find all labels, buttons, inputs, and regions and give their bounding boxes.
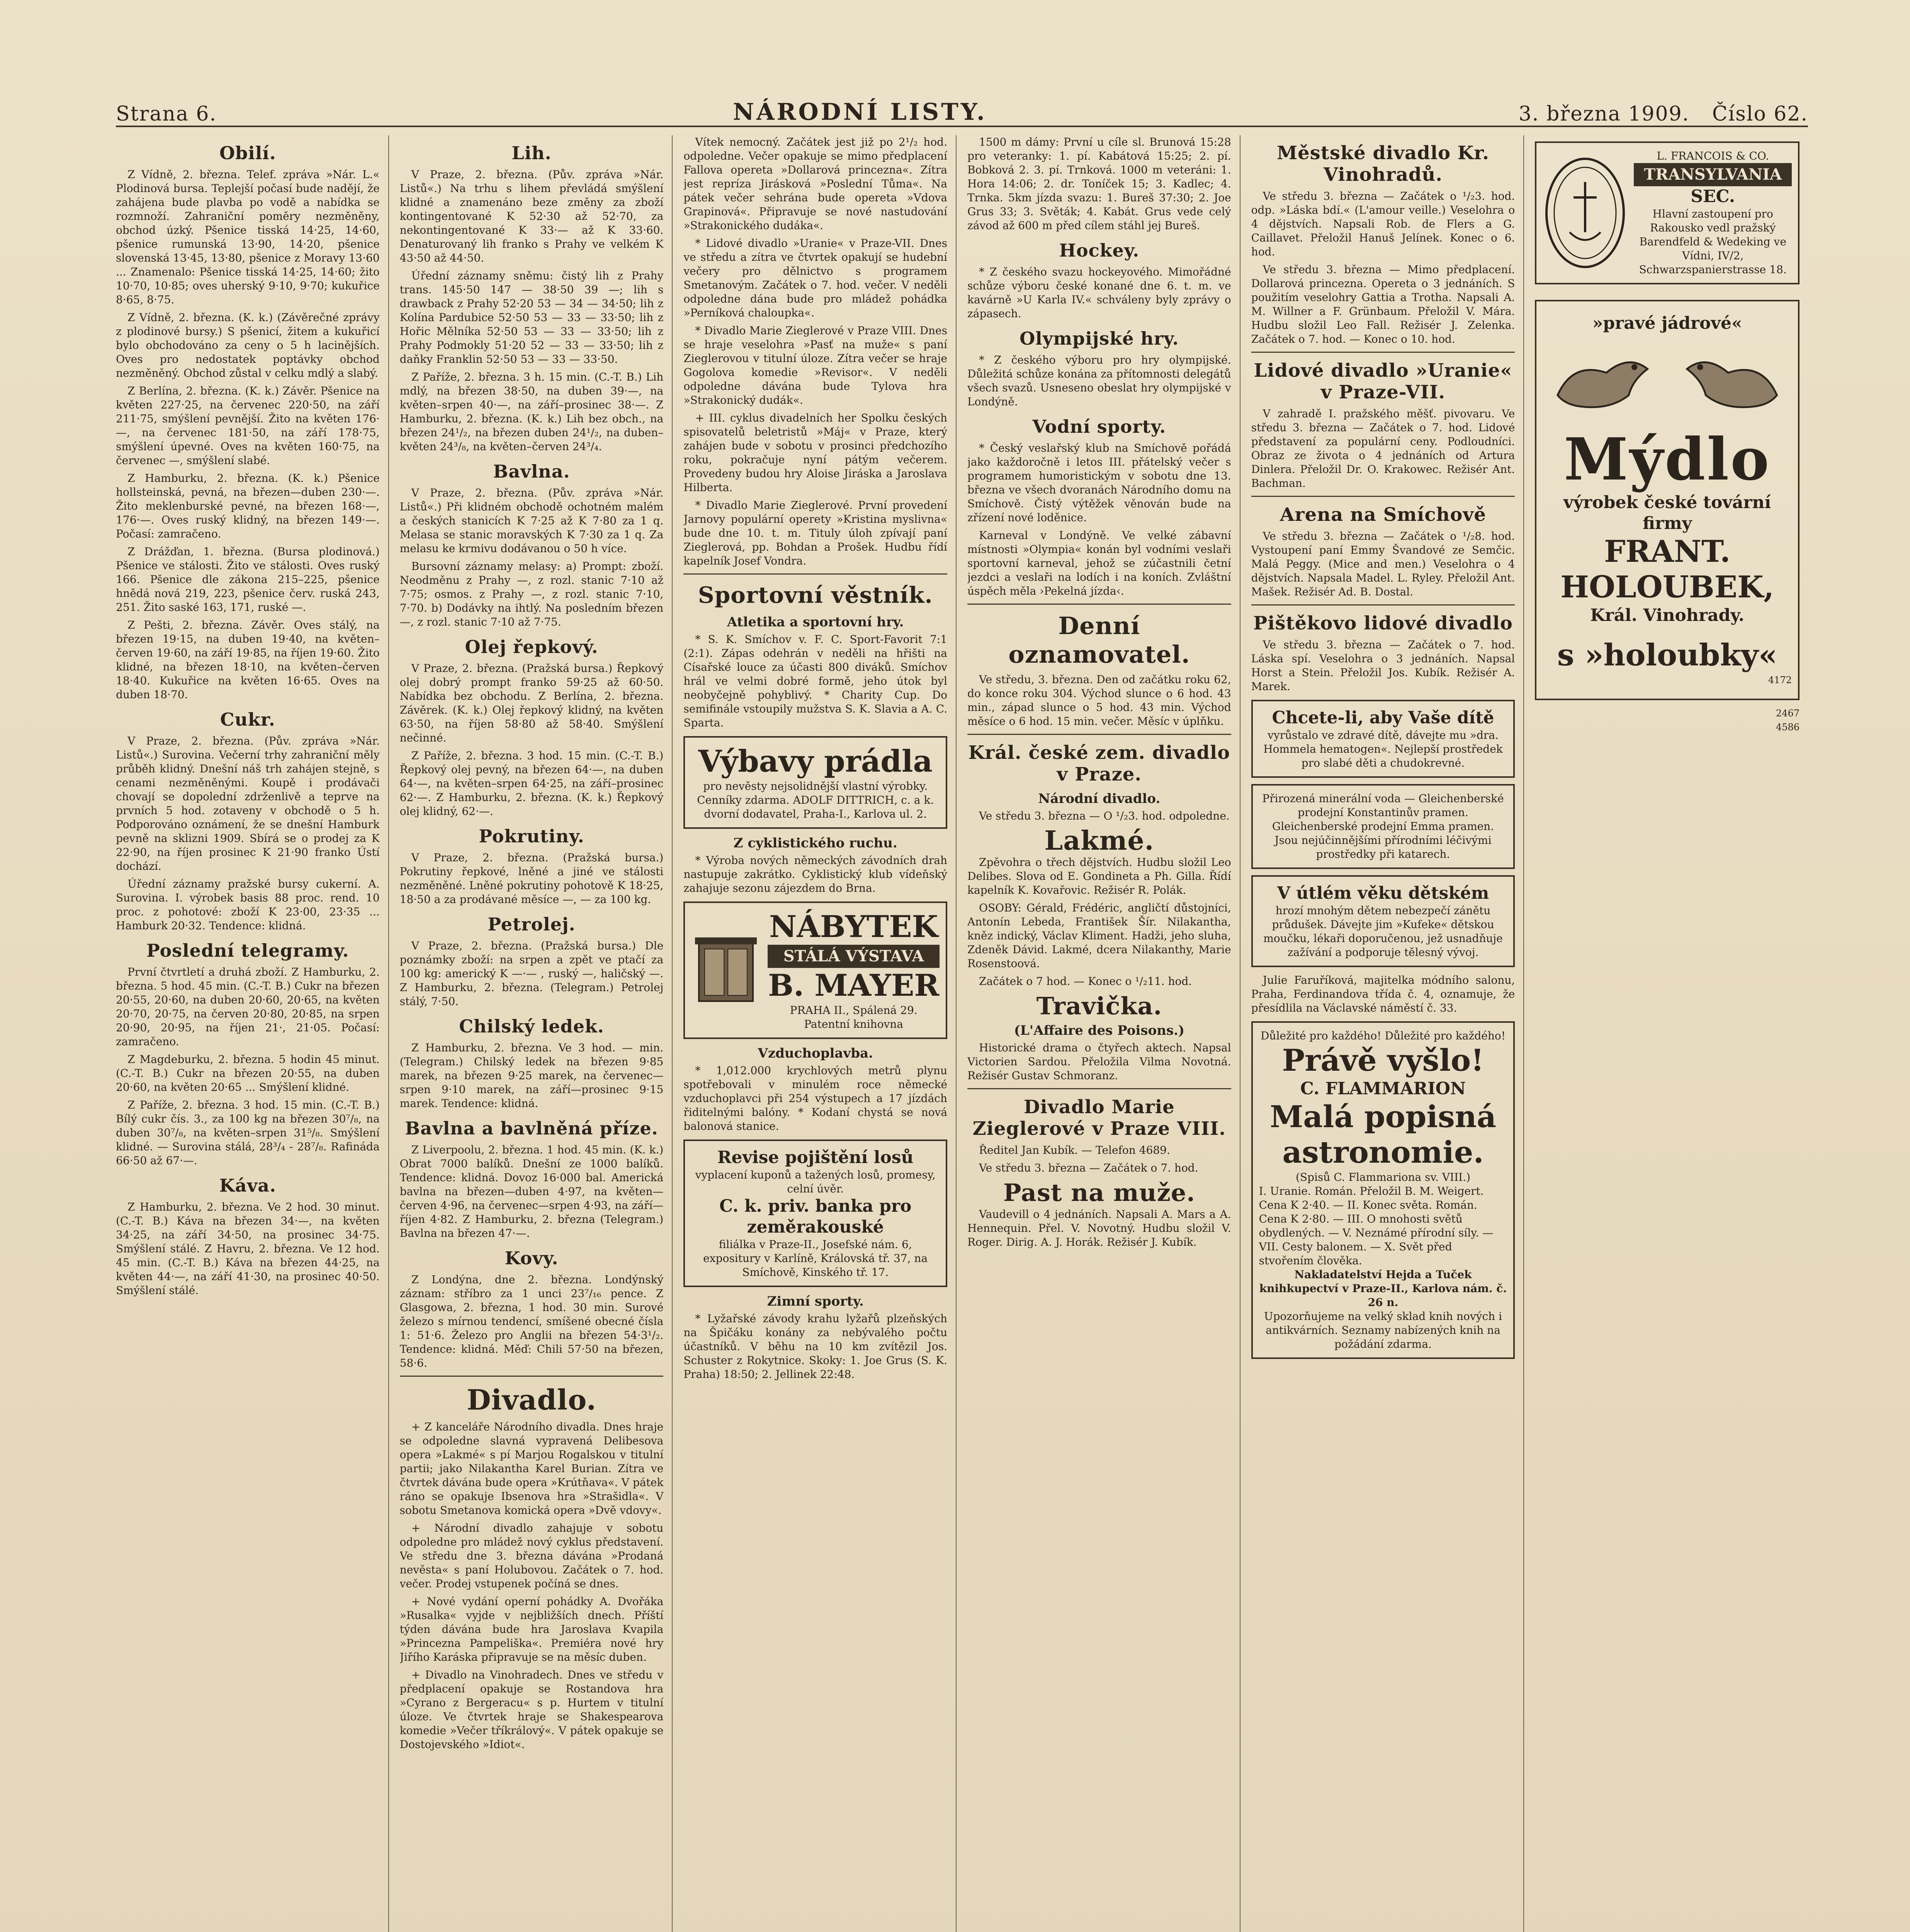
- pistek-theatre-listing: [1251, 612, 1515, 694]
- astronomy-book-advertisement: [1251, 1021, 1515, 1359]
- article-text: * Výroba nových německých závodních drah nastupuje zakrátko. Cyklistický klub vídeňský zahajuje sezonu zájezdem do Brna.: [683, 854, 947, 895]
- article-text: * Z českého výboru pro hry olympijské. Důležitá schůze konána za přítomnosti delegátů všech svazů. Usneseno obeslat hry olympijské v Londýně.: [967, 354, 1231, 408]
- zieglerova-theatre-listing: [967, 1096, 1231, 1249]
- article-text: Z Vídně, 2. března. (K. k.) (Závěrečné zprávy z plodinové bursy.) S pšenicí, žitem a kukuřicí bylo obchodováno za ceny o 5 h lacinějších. Oves pro nedostatek poptávky obchod nezměněný. Obchod zůstal v celku mdlý a slabý.: [116, 311, 380, 379]
- article-text: Z Pešti, 2. března. Závěr. Oves stálý, na březen 19·15, na duben 19·40, na květen–červen 19·60, na září 19·85, na říjen 19·60. Žito klidné, na březen 18·10, na květen–červen 18·40. Kukuřice na květen 16·65. Oves na duben 18·70.: [116, 619, 380, 701]
- ad-title: V útlém věku dětském: [1277, 883, 1489, 903]
- article-text: * Z českého svazu hockeyového. Mimořádné schůze výboru české konané dne 6. t. m. ve kavárně »U Karla IV.« schváleny byly zprávy o zápasech.: [967, 265, 1231, 320]
- dove-icon: [1672, 338, 1792, 423]
- hematogen-advertisement: [1251, 700, 1515, 778]
- play-title: Travička.: [1036, 992, 1162, 1020]
- divider: [683, 573, 947, 575]
- article-text: Karneval v Londýně. Ve velké zábavní místnosti »Olympia« konán byl vodními veslaři sportovní karneval, jehož se zúčastnili četní jezdci a veslaři na lodích i na koních. Zvláštní úspěch měla ›Pekelná jízda‹.: [967, 529, 1231, 597]
- mineral-water-advertisement: [1251, 784, 1515, 869]
- article-sugar: [116, 709, 380, 933]
- ad-address: filiálka v Praze-II., Josefské nám. 6, expositury v Karlíně, Královská tř. 37, na Smíchově, Kinského tř. 17.: [703, 1238, 928, 1279]
- article-text: Úřední záznamy pražské bursy cukerní. A. Surovina. I. výrobek basis 88 proc. rend. 10 proc. z pohotové: zboží K 23·00, 23·35 ... Hamburk 20·32. Tendence: klidná.: [116, 878, 380, 932]
- ad-address: PRAHA II., Spálená 29.: [790, 1004, 918, 1017]
- section-heading: Bavlna.: [493, 461, 570, 482]
- section-heading: Cukr.: [220, 709, 275, 730]
- article-text: + Národní divadlo zahajuje v sobotu odpoledne pro mládež nový cyklus představení. Ve středu dne 3. března dávána »Prodaná nevěsta« s paní Holubovou. Začátek o 7. hod. večer. Prodej vstupenek počíná se dnes.: [399, 1522, 664, 1590]
- dove-icon: [1543, 338, 1662, 423]
- ad-text: hrozí mnohým dětem nebezpečí zánětu průdušek. Dávejte jim »Kufeke« dětskou moučku, lékaři doporučenou, jež usnadňuje zažívání a podporuje tělesný vývoj.: [1263, 904, 1503, 959]
- theatre-text: V zahradě I. pražského měšť. pivovaru. Ve středu 3. března — Začátek o 7. hod. Lidové představení za populární ceny. Podloudníci. Obraz ze života o 4 jednáních od Artura Dinlera. Přeložil Dr. O. Krakowec. Režisér Ant. Bachman.: [1251, 407, 1515, 490]
- furniture-advertisement: [683, 901, 947, 1039]
- ad-note: Patentní knihovna: [804, 1018, 903, 1031]
- column-theatres-ads: [1251, 135, 1524, 1932]
- column-theatre-sport: [683, 135, 957, 1932]
- section-heading: Poslední telegramy.: [146, 940, 349, 961]
- ad-text: pro nevěsty nejsolidnější vlastní výrobky. Cenníky zdarma. ADOLF DITTRICH, c. a k. dvorní dodavatel, Praha-I., Karlova ul. 2.: [697, 780, 934, 820]
- column-sport-notices: [967, 135, 1240, 1932]
- uranie-theatre-listing: [1251, 360, 1515, 490]
- theatre-text: Ve středu 3. března — Začátek o ¹/₂3. hod. odp. »Láska bdí.« (L'amour veille.) Veselohra o 4 dějstvích. Napsali Rob. de Flers a G. Caillavet. Přeložil Hanuš Jelínek. Konec o 6. hod.: [1251, 190, 1515, 258]
- divider: [967, 1088, 1231, 1089]
- ad-intro: Důležité pro každého! Důležité pro každého!: [1260, 1029, 1506, 1042]
- theatre-section-heading: Divadlo.: [467, 1383, 596, 1416]
- page-number: Strana 6.: [116, 102, 217, 126]
- article-text: Z Londýna, dne 2. března. Londýnský záznam: stříbro za 1 unci 23⁷/₁₆ pence. Z Glasgowa, 2. března, 1 hod. 30 min. Surové železo s mírnou tendencí, smíšené obecné čísla 1: 51·6. Železo pro Anglii na březen 54·3¹/₂. Tendence: klidná. Měď: Chili 57·50 na březen, 58·6.: [399, 1273, 664, 1369]
- article-text: Z Paříže, 2. března. 3 hod. 15 min. (C.-T. B.) Řepkový olej pevný, na březen 64·—, na duben 64·—, na květen–srpen 64·25, na září–prosinec 62·—. Z Hamburku, 2. března. (K. k.) Řepkový olej klidný, 62·—.: [399, 749, 664, 818]
- section-heading: Obilí.: [219, 143, 276, 163]
- columns: [116, 135, 1808, 1932]
- theatre-text: Historické drama o čtyřech aktech. Napsal Victorien Sardou. Přeložila Vilma Novotná. Režisér Gustav Schmoranz.: [967, 1041, 1231, 1082]
- article-telegrams: [116, 940, 380, 1168]
- article-text: Z Vídně, 2. března. Telef. zpráva »Nár. L.« Plodinová bursa. Teplejší počasí bude nadějí, že zahájena bude plavba po vodě a nabídka se rozmnoží. Zahraniční poměry nezměněny, obchod úzký. Pšenice tisská 14·25, 14·60, pšenice rumunská 13·90, 14·20, pšenice slovenská 13·45, 13·80, pšenice z Moravy 13·60 ... Znamenalo: Pšenice tisská 14·25, 14·60; žito 10·70, 10·85; oves uherský 9·10, 9·70; kukuřice 8·65, 8·75.: [116, 168, 380, 306]
- publisher: Nakladatelství Hejda a Tuček knihkupectví v Praze-II., Karlova nám. č. 26 n.: [1259, 1268, 1507, 1309]
- theatre-date: Ve středu 3. března — Začátek o 7. hod.: [979, 1162, 1198, 1174]
- issue-number: Číslo 62.: [1712, 102, 1808, 126]
- furniture-illustration-icon: [691, 932, 761, 1009]
- ad-title: Právě vyšlo!: [1282, 1043, 1484, 1078]
- ad-title: Chcete-li, aby Vaše dítě: [1272, 708, 1494, 728]
- ad-badge: STÁLÁ VÝSTAVA: [768, 945, 940, 968]
- arena-theatre-listing: [1251, 504, 1515, 599]
- soap-brand: s »holoubky«: [1557, 638, 1777, 673]
- issue-date: 3. března 1909.: [1518, 102, 1690, 126]
- ad-text: Přirozená minerální voda — Gleichenberské prodejní Konstantinův pramen. Gleichenberské prodejní Emma pramen. Jsou nejúčinnějšími přírodními léčivými prostředky při katarech.: [1262, 792, 1504, 861]
- sport-heading: Sportovní věstník.: [698, 582, 933, 608]
- ad-text: vyplacení kuponů a tažených losů, promesy, celní úvěr.: [695, 1168, 936, 1195]
- divider: [967, 734, 1231, 735]
- theatre-director: Ředitel Jan Kubík. — Telefon 4689.: [979, 1144, 1170, 1156]
- cycling-heading: Z cyklistického ruchu.: [733, 835, 897, 851]
- ad-title: Revise pojištění losů: [717, 1148, 914, 1167]
- article-text: * Divadlo Marie Zieglerové v Praze VIII. Dnes se hraje veselohra »Pasť na muže« s paní Zieglerovou v titulní úloze. Zítra večer se hraje Gogolova komedie »Revisor«. V neděli odpoledne dávána bude Tylova hra »Strakonický dudák«.: [683, 324, 947, 406]
- article-text: Z Paříže, 2. března. 3 h. 15 min. (C.-T. B.) Lih mdlý, na březen 38·50, na duben 39·—, na květen–srpen 40·—, na září–prosinec 38·—. Z Hamburku, 2. března. (K. k.) Lih bez obch., na březen 24¹/₂, na březen duben 24¹/₂, na duben–květen 24³/₈, na květen–červen 24³/₄.: [399, 371, 664, 453]
- section-heading: Olej řepkový.: [465, 636, 598, 657]
- theatre-heading: Lidové divadlo »Uranie« v Praze-VII.: [1254, 360, 1512, 403]
- linen-advertisement: [683, 736, 947, 829]
- article-text: 1500 m dámy: První u cíle sl. Brunová 15:28 pro veteranky: 1. pí. Kabátová 15:25; 2. pí. Bobková 2. 3. pí. Trnková. 1000 m veteráni: 1. Hora 14:06; 2. dr. Toníček 15; 3. Kadlec; 4. Trnka. 5km jízda svazu: 1. Bureš 37:30; 2. Joe Grus 33; 3. Světák; 4. Kabát. Grus vede celý závod až 600 m před cílem stáhl jej Bureš.: [967, 136, 1231, 232]
- article-text: + Z kanceláře Národního divadla. Dnes hraje se odpoledne slavná vypravená Delibesova opera »Lakmé« s pí Marjou Rogalskou v titulní partii; jako Nilakantha Karel Burian. Zítra ve čtvrtek dávána bude opera »Krútňava«. V pátek ráno se opakuje Ibsenova hra »Strašidla«. V sobotu Smetanova komická opera »Dvě vdovy«.: [399, 1420, 664, 1517]
- book-title: Malá popisná astronomie.: [1269, 1099, 1497, 1170]
- article-text: Z Paříže, 2. března. 3 hod. 15 min. (C.-T. B.) Bílý cukr čís. 3., za 100 kg na březen 30⁷/₈, na duben 30⁷/₈, na květen–srpen 31⁵/₈. Smýšlení klidné. — Surovina stálá, 28³/₄ - 28⁷/₈. Rafináda 66·50 až 67·—.: [116, 1099, 380, 1167]
- theatre-time: Začátek o 7 hod. — Konec o ¹/₂11. hod.: [979, 975, 1192, 988]
- article-text: Z Magdeburku, 2. března. 5 hodin 45 minut. (C.-T. B.) Cukr na březen 20·55, na duben 20·60, na květen 20·65 ... Smýšlení klidné.: [116, 1053, 380, 1094]
- soap-advertisement: [1535, 300, 1800, 700]
- sport-subheading: Atletika a sportovní hry.: [727, 614, 904, 630]
- soap-title: Mýdlo: [1564, 425, 1771, 493]
- aviation-heading: Vzduchoplavba.: [758, 1046, 873, 1061]
- ad-text: výrobek české tovární firmy: [1563, 493, 1771, 533]
- article-text: Úřední záznamy sněmu: čistý lih z Prahy trans. 145·50 147 — 38·50 39 —; lih s drawback z Prahy 52·20 53 — 34 — 34·50; lih z Kolína Pardubice 52·50 53 — 33 — 33·50; lih z Hořic Mělníka 52·50 53 — 33 — 33·50; lih z Prahy Podmokly 51·20 52 — 33 — 33·50; lih z daňky Franklin 52·50 53 — 33 — 33·50.: [399, 269, 664, 366]
- section-heading: Káva.: [219, 1175, 276, 1196]
- ad-title: Výbavy prádla: [698, 744, 933, 779]
- theatre-subheading: Národní divadlo.: [1038, 791, 1161, 806]
- section-heading: Hockey.: [1059, 240, 1140, 261]
- ad-title: TRANSYLVANIA: [1634, 163, 1792, 186]
- ad-code: 4586: [1776, 722, 1800, 733]
- ad-text: Upozorňujeme na velký sklad knih nových i antikvárních. Seznamy nabízených knih na požádání zdarma.: [1264, 1310, 1502, 1350]
- article-text: První čtvrtletí a druhá zboží. Z Hamburku, 2. března. 5 hod. 45 min. (C.-T. B.) Cukr na březen 20·55, 20·60, na duben 20·60, 20·65, na květen 20·70, 20·75, na červen 20·80, 20·85, na srpen 20·90, 20·95, na říjen 21·, 21·05. Počasí: zamračeno.: [116, 966, 380, 1048]
- theatre-date: Ve středu 3. března — O ¹/₂3. hod. odpoledne.: [979, 810, 1230, 822]
- article-text: * S. K. Smíchov v. F. C. Sport-Favorit 7:1 (2:1). Zápas odehrán v neděli na hřišti na Císařské louce za účasti 800 diváků. Smíchov hrál ve velmi dobré formě, jeho útok byl neobyčejně pohyblivý. * Charity Cup. Do semifinále vstoupily mužstva S. K. Slavia a A. C. Sparta.: [683, 633, 947, 729]
- article-text: * Divadlo Marie Zieglerové. První provedení Jarnovy populární operety »Kristina myslivna« bude dne 10. t. m. Tituly úloh zpívají paní Zieglerová, pp. Bohdan a Prošek. Hudbu řídí kapelník Josef Vondra.: [683, 499, 947, 567]
- section-heading: Lih.: [511, 143, 552, 163]
- section-heading: Bavlna a bavlněná příze.: [405, 1118, 658, 1139]
- theatre-text: Zpěvohra o třech dějstvích. Hudbu složil Leo Delibes. Slova od E. Gondineta a Ph. Gilla. Řídí kapelník K. Kovařovic. Režisér R. Polák.: [967, 856, 1231, 896]
- ad-text: Hlavní zastoupení pro Rakousko vedl pražský Barendfeld & Wedeking ve Vídni, IV/2, Schwarzspanierstrasse 18.: [1639, 207, 1787, 276]
- column-markets: [116, 135, 389, 1932]
- ad-text: vyrůstalo ve zdravé dítě, dávejte mu »dra. Hommela hematogen«. Nejlepší prostředek pro slabé děti a chudokrevné.: [1263, 729, 1503, 769]
- article-grain: [116, 142, 380, 702]
- article-text: Vítek nemocný. Začátek jest již po 2¹/₂ hod. odpoledne. Večer opakuje se mimo předplacení Fallova opereta »Dollarová princezna«. Zítra jest repríza Jirásková »Poslední Tůma«. Na pátek večer sehrána bude opereta »Vdova Grapinová«. Připravuje se nové nastudování »Strakonického dudáka«.: [683, 136, 947, 232]
- ad-code: 4172: [1768, 675, 1792, 685]
- article-text: Z Hamburku, 2. března. Ve 2 hod. 30 minut. (C.-T. B.) Káva na březen 34·—, na květen 34·25, na září 34·50, na prosinec 34·75. Smýšlení stálé. Z Havru, 2. března. Ve 12 hod. 45 min. (C.-T. B.) Káva na březen 44·25, na květen 44·—, na září 41·30, na prosinec 40·50. Smýšlení stálé.: [116, 1201, 380, 1297]
- book-list: I. Uranie. Román. Přeložil B. M. Weigert. Cena K 2·40. — II. Konec světa. Román. Cena K 2·80. — III. O mnohosti světů obydlených. — V. Neznámé přírodní síly. — VII. Cesty balonem. — X. Svět před stvořením člověka.: [1259, 1185, 1494, 1267]
- newspaper-title: NÁRODNÍ LISTY.: [733, 99, 987, 126]
- article-text: V Praze, 2. března. (Pův. zpráva »Nár. Listů«.) Surovina. Večerní trhy zahraniční měly průběh klidný. Dnešní náš trh zahájen stejně, s cenami nezměněnými. Koupě i prodávači chovají se dopolední zdrženlivě a teprve na prvních 5 hod. zotaveny v obchodě o 5 h. Podporováno oznámení, že se dnešní Hamburk pevně na sklizni 1909. Sbírá se o prodej za K 22·90, na říjen prosinec K 21·90 franko Ústí dochází.: [116, 735, 380, 872]
- theatre-text: Vaudevill o 4 jednáních. Napsali A. Mars a A. Hennequin. Přel. V. Novotný. Hudbu složil V. Roger. Dirig. A. J. Horák. Režisér J. Kubík.: [967, 1208, 1231, 1248]
- bank-advertisement: [683, 1139, 947, 1287]
- column-ads: [1535, 135, 1808, 1932]
- divider: [967, 604, 1231, 605]
- theatre-heading: Divadlo Marie Zieglerové v Praze VIII.: [972, 1096, 1226, 1139]
- soap-firm: FRANT. HOLOUBEK,: [1560, 534, 1774, 605]
- section-heading: Chilský ledek.: [459, 1016, 604, 1037]
- article-text: Ve středu, 3. března. Den od začátku roku 62, do konce roku 304. Východ slunce o 6 hod. 43 min., západ slunce o 5 hod. 43 min. Východ měsíce o 6 hod. 15 min. večer. Měsíc v úplňku.: [967, 673, 1231, 728]
- section-heading: Pokrutiny.: [479, 826, 585, 847]
- ad-author: C. FLAMMARION: [1300, 1079, 1466, 1099]
- vinohrady-theatre-listing: [1251, 142, 1515, 346]
- article-text: Z Berlína, 2. března. (K. k.) Závěr. Pšenice na květen 227·25, na červenec 220·50, na září 211·75, smýšlení pevnější. Žito na květen 176·—, na červenec 181·50, na září 178·75, smýšlení úpevné. Oves na květen 160·75, na červenec —, smýšlení slabé.: [116, 384, 380, 467]
- theatre-cast: OSOBY: Gérald, Frédéric, angličtí důstojníci, Antonín Lebeda, František Šír. Nilakantha, kněz indický, Václav Kliment. Hadži, jeho sluha, Zdeněk Dávid. Lakmé, dcera Nilakanthy, Marie Rosenstoová.: [967, 901, 1231, 970]
- doves-illustration: [1543, 338, 1792, 423]
- article-text: V Praze, 2. března. (Pův. zpráva »Nár. Listů«.) Při klidném obchodě ochotném malém a českých stanicích K 7·25 až K 7·80 za 1 q. Melasa se stanic moravských K 7·30 za 1 q. Za melasu ke krmivu dodávanou o 50 h více.: [399, 486, 664, 555]
- ad-code: 2467: [1776, 708, 1800, 719]
- article-text: + III. cyklus divadelních her Spolku českých spisovatelů beletristů »Máj« v Praze, který zahájen bude v sobotu v prosinci předchozího roku, pokračuje nyní pátým večerem. Provedeny budou hry Aloise Jiráska a Jaroslava Hilberta.: [683, 412, 947, 494]
- article-text: V Praze, 2. března. (Pražská bursa.) Pokrutiny řepkové, lněné a jiné ve stálosti nezměněné. Lněné pokrutiny pohotově K 18·25, 18·50 a za prodávané měsíce —, — za 100 kg.: [399, 851, 664, 906]
- play-title: Past na muže.: [1003, 1179, 1195, 1207]
- masthead: [116, 83, 1808, 127]
- article-text: Julie Faruříková, majitelka módního salonu, Praha, Ferdinandova třída č. 4, oznamuje, že přesídlila na Václavské náměstí č. 33.: [1251, 974, 1515, 1014]
- article-text: Bursovní záznamy melasy: a) Prompt: zboží. Neodměnu z Prahy —, z rozl. stanic 7·10 až 7·75; osmos. z Prahy —, z rozl. stanic 7·10, 7·70. b) Dodávky na ihtlý. Na posledním březen —, z rozl. stanic 7·10 až 7·75.: [399, 560, 664, 628]
- ad-company: C. k. priv. banka pro zeměrakouské: [719, 1196, 912, 1237]
- article-text: + Divadlo na Vinohradech. Dnes ve středu v předplacení opakuje se Rostandova hra »Cyrano z Bergeracu« s p. Hurtem v titulní úloze. Ve čtvrtek hraje se Shakespearova komedie »Večer tříkrálový«. V pátek opakuje se Dostojevského »Idiot«.: [399, 1668, 664, 1751]
- ad-tagline: »pravé jádrové«: [1592, 313, 1742, 333]
- article-text: * Český veslařský klub na Smíchově pořádá jako každoročně i letos III. přátelský večer s programem humoristickým v sobotu dne 13. března ve všech dvoranách Národního domu na Smíchově. Čistý výtěžek věnován bude na zřízení nové loděnice.: [967, 442, 1231, 524]
- theatre-text: Ve středu 3. března — Mimo předplacení. Dollarová princezna. Opereta o 3 jednáních. S použitím veselohry Gattia a Trotha. Napsali A. M. Willner a F. Grünbaum. Přeložil V. Mára. Hudbu složil Leo Fall. Režisér J. Zelenka. Začátek o 7. hod. — Konec o 10. hod.: [1251, 263, 1515, 345]
- article-coffee: [116, 1175, 380, 1298]
- article-text: Z Liverpoolu, 2. března. 1 hod. 45 min. (K. k.) Obrat 7000 balíků. Dnešní ze 1000 balíků. Tendence: klidná. Dovoz 16·000 bal. Americká bavlna na březen—duben 4·97, na květen—červen 4·96, na červenec—srpen 4·93, na září—říjen 4·82. Z Hamburku, 2. března (Telegram.) Bavlna na březen 47·—.: [399, 1143, 664, 1240]
- winter-sports-heading: Zimní sporty.: [767, 1294, 864, 1309]
- theatre-heading: Král. české zem. divadlo v Praze.: [968, 742, 1230, 785]
- divider: [1251, 604, 1515, 605]
- champagne-seal-icon: [1543, 155, 1628, 271]
- section-heading: Kovy.: [505, 1248, 559, 1269]
- divider: [1251, 352, 1515, 353]
- ad-company: B. MAYER: [768, 968, 940, 1003]
- book-subtitle: (Spisů C. Flammariona sv. VIII.): [1295, 1171, 1471, 1184]
- play-title: Lakmé.: [1044, 825, 1154, 856]
- soap-city: Král. Vinohrady.: [1590, 605, 1745, 625]
- article-text: Z Hamburku, 2. března. Ve 3 hod. — min. (Telegram.) Chilský ledek na březen 9·85 marek, na březen 9·25 marek, na červenec—srpen 9·10 marek, na září—prosinec 9·15 marek. Tendence: klidná.: [399, 1041, 664, 1110]
- article-text: + Nové vydání operní pohádky A. Dvořáka »Rusalka« vyjde v nejbližších dnech. Příští týden dávána bude hra Jaroslava Kvapila »Princezna Pampeliška«. Premiéra nové hry Jiřího Karáska připravuje se na měsíc duben.: [399, 1595, 664, 1663]
- article-text: V Praze, 2. března. (Pražská bursa.) Řepkový olej dobrý prompt franko 59·25 až 60·50. Nabídka bez obchodu. Z Berlína, 2. března. Závěrek. (K. k.) Olej řepkový klidný, na květen 63·50, na říjen 58·80 až 58·40. Smýšlení nečinné.: [399, 662, 664, 744]
- column-commodities: [400, 135, 673, 1932]
- ad-subtitle: SEC.: [1691, 187, 1735, 206]
- transylvania-advertisement: [1535, 141, 1800, 284]
- theatre-text: Ve středu 3. března — Začátek o ¹/₂8. hod. Vystoupení paní Emmy Švandové ze Semčic. Malá Peggy. (Mice and men.) Veselohra o 4 dějstvích. Napsala Madel. L. Ryley. Přeložil Ant. Mašek. Režisér Ad. B. Dostal.: [1251, 530, 1515, 598]
- article-text: Z Hamburku, 2. března. (K. k.) Pšenice hollsteinská, pevná, na březen—duben 230·—. Žito meklenburské pevné, na březen 168·—, 176·—. Oves ruský klidný, na březen 149·—. Počasí: zamračeno.: [116, 472, 380, 540]
- article-text: * Lidové divadlo »Uranie« v Praze-VII. Dnes ve středu a zítra ve čtvrtek opakují se hudební večery pro dělnictvo s programem Smetanovým. Začátek o 7. hod. večer. V neděli odpoledne dána bude pro mládež pohádka »Perníková chaloupka«.: [683, 237, 947, 319]
- article-text: * Lyžařské závody krahu lyžařů plzeňských na Špičáku konány za nebývalého počtu účastníků. V běhu na 10 km zvítězil Jos. Schuster z Rokytnice. Skoky: 1. Joe Grus (S. K. Praha) 18:50; 2. Jellinek 22:48.: [683, 1312, 947, 1381]
- article-text: V Praze, 2. března. (Pražská bursa.) Dle poznámky zboží: na srpen a zpět ve ptačí za 100 kg: americký K —·— , ruský —, haličský —. Z Hamburku, 2. března. (Telegram.) Petrolej stálý, 7·50.: [399, 939, 664, 1008]
- section-heading: Olympijské hry.: [1020, 328, 1179, 349]
- issue-info: [1503, 102, 1808, 126]
- divider: [400, 1376, 664, 1377]
- child-food-advertisement: [1251, 875, 1515, 967]
- notice-heading: Denní oznamovatel.: [1008, 612, 1190, 668]
- section-heading: Petrolej.: [488, 914, 576, 935]
- theatre-text: Ve středu 3. března — Začátek o 7. hod. Láska spí. Veselohra o 3 jednáních. Napsal Horst a Stein. Přeložil Jos. Kubík. Režisér A. Marek.: [1251, 638, 1515, 693]
- brand-name: L. FRANCOIS & CO.: [1657, 150, 1769, 162]
- article-text: V Praze, 2. března. (Pův. zpráva »Nár. Listů«.) Na trhu s lihem převládá smýšlení klidné a znamenáno beze změny za zboží kontingentované K 52·30 až 52·70, za nekontingentované K 33·— až K 33·60. Denaturovaný lih franko s Prahy ve velkém K 43·50 až 44·50.: [399, 168, 664, 264]
- theatre-heading: Pištěkovo lidové divadlo: [1253, 612, 1513, 634]
- national-theatre-listing: [967, 742, 1231, 1083]
- play-subtitle: (L'Affaire des Poisons.): [1014, 1023, 1184, 1038]
- section-heading: Vodní sporty.: [1032, 416, 1166, 437]
- divider: [1251, 496, 1515, 497]
- theatre-heading: Arena na Smíchově: [1280, 504, 1486, 526]
- article-text: * 1,012.000 krychlových metrů plynu spotřebovali v minulém roce německé vzduchoplavci při 254 výstupech a 17 jízdách řiditelnými balóny. * Kodaní chystá se nová balonová stanice.: [683, 1064, 947, 1133]
- theatre-heading: Městské divadlo Kr. Vinohradů.: [1276, 142, 1489, 185]
- ad-title: NÁBYTEK: [769, 909, 938, 944]
- article-text: Z Drážďan, 1. března. (Bursa plodinová.) Pšenice ve stálosti. Žito ve stálosti. Oves ruský 166. Pšenice dle zákona 215–225, pšenice hnědá nová 219, 223, pšenice červ. ruská 243, 251. Žito saské 163, 171, ruské —.: [116, 545, 380, 614]
